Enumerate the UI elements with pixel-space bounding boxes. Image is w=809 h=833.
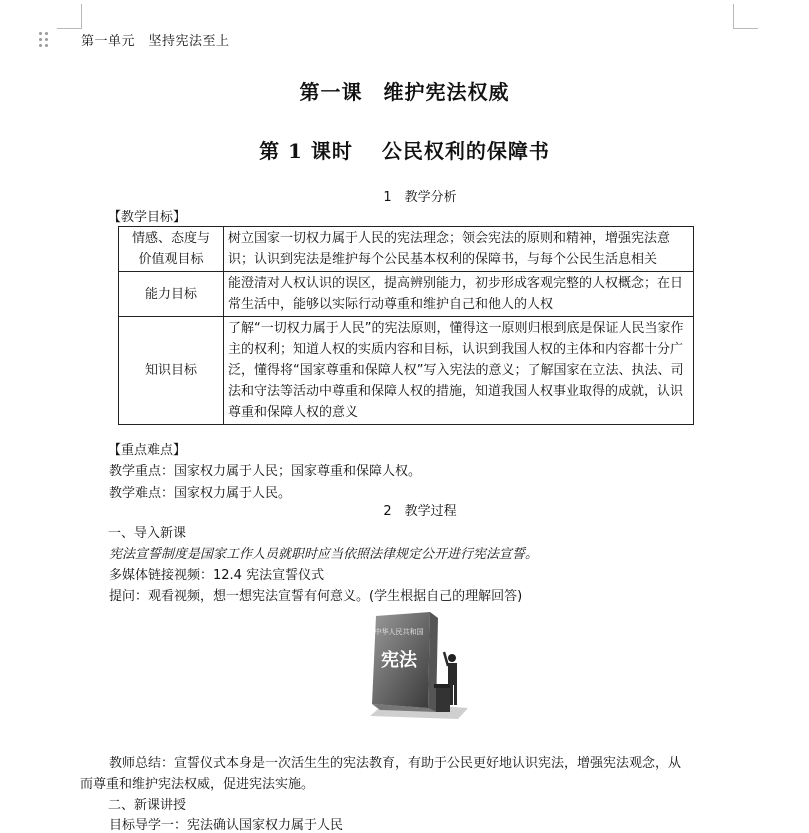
book-subtitle: 中华人民共和国 — [374, 628, 424, 636]
goal-label: 知识目标 — [119, 317, 224, 425]
page-corner-mark — [57, 4, 82, 29]
intro-heading: 一、导入新课 — [108, 526, 187, 541]
period-title: 第 1 课时 公民权利的保障书 — [259, 139, 550, 163]
intro-text: 宪法宣誓制度是国家工作人员就职时应当依照法律规定公开进行宪法宣誓。 — [109, 547, 539, 562]
goal-label: 能力目标 — [119, 272, 224, 317]
table-row — [119, 317, 694, 425]
lesson-title: 第一课 维护宪法权威 — [299, 80, 510, 104]
section-process-heading: 2 教学过程 — [383, 504, 457, 519]
constitution-illustration — [366, 612, 472, 720]
new-lesson-heading: 二、新课讲授 — [108, 798, 187, 813]
teacher-summary-line2: 而尊重和维护宪法权威，促进宪法实施。 — [80, 777, 315, 792]
table-row — [119, 227, 694, 272]
page-corner-mark — [733, 4, 758, 29]
section-analysis-heading: 1 教学分析 — [383, 190, 457, 205]
goal-content: 树立国家一切权力属于人民的宪法理念；领会宪法的原则和精神，增强宪法意识；认识到宪法是维护每个公民基本权利的保障书，与每个公民生活息相关 — [224, 227, 694, 272]
running-head: 第一单元 坚持宪法至上 — [81, 34, 230, 49]
goal-content: 了解“一切权力属于人民”的宪法原则，懂得这一原则归根到底是保证人民当家作主的权利；知道人权的实质内容和目标，认识到我国人权的主体和内容都十分广泛，懂得将“国家尊重和保障人权”写入宪法的意义；了解国家在立法、执法、司法和守法等活动中尊重和保障人权的措施，知道我国人权事业取得的成就，认识尊重和保障人权的意义 — [224, 317, 694, 425]
teaching-difficulty: 教学难点：国家权力属于人民。 — [109, 486, 292, 501]
goal-label-line: 价值观目标 — [138, 252, 204, 267]
goals-table — [118, 226, 694, 425]
keypoints-heading: 【重点难点】 — [108, 443, 187, 458]
goal-guide-one: 目标导学一：宪法确认国家权力属于人民 — [109, 818, 344, 833]
goal-content: 能澄清对人权认识的误区，提高辨别能力，初步形成客观完整的人权概念；在日常生活中，能够以实际行动尊重和维护自己和他人的人权 — [224, 272, 694, 317]
table-row — [119, 272, 694, 317]
teacher-summary-line1: 教师总结：宣誓仪式本身是一次活生生的宪法教育，有助于公民更好地认识宪法，增强宪法观念，从 — [109, 756, 682, 771]
question-text: 提问：观看视频，想一想宪法宣誓有何意义。(学生根据自己的理解回答) — [109, 589, 523, 604]
teaching-focus: 教学重点：国家权力属于人民；国家尊重和保障人权。 — [109, 464, 422, 479]
video-link-text: 多媒体链接视频：12.4 宪法宣誓仪式 — [109, 568, 325, 583]
goals-heading: 【教学目标】 — [108, 210, 187, 225]
goal-label-line: 情感、态度与 — [131, 231, 210, 246]
goal-label — [119, 227, 224, 272]
book-title: 宪法 — [381, 650, 417, 671]
drag-handle-icon[interactable] — [38, 31, 50, 47]
